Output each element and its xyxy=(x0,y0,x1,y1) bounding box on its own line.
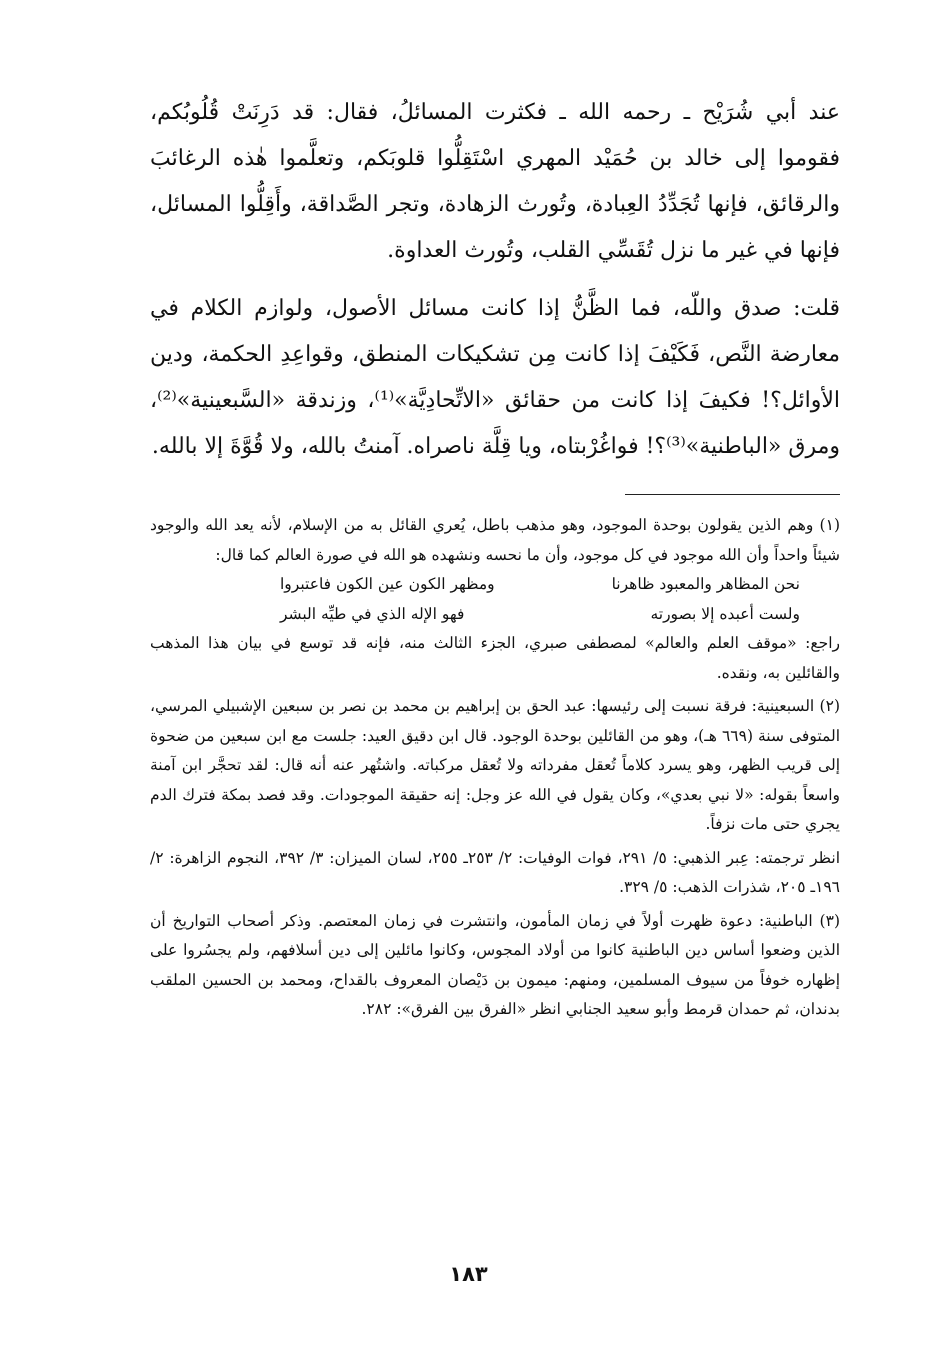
main-paragraph-2: قلت: صدق واللّه، فما الظَّنُّ إذا كانت مسائل الأصول، ولوازم الكلام في معارضة النَّص، فَكَيْفَ إذا كانت مِن تشكيكات المنطق، وقواعِدِ الحكمة، ودين الأوائل؟! فكيفَ إذا كانت من حقائق «الاتِّحادِيَّة»⁽¹⁾، وزندقة «السَّبعينية»⁽²⁾، ومرق «الباطنية»⁽³⁾؟! فواغُرْبتاه، ويا قِلَّة ناصراه. آمنتُ بالله، ولا قُوَّةَ إلا بالله. xyxy=(150,296,840,459)
page-content xyxy=(150,90,840,1025)
footnote-2: (٢) السبعينية: فرقة نسبت إلى رئيسها: عبد الحق بن إبراهيم بن محمد بن نصر بن سبعين الإشبيلي المرسي، المتوفى سنة (٦٦٩ هـ)، وهو من القائلين بوحدة الوجود. قال ابن دقيق العيد: جلست مع ابن سبعين من ضحوة إلى قريب الظهر، وهو يسرد كلاماً تُعقل مفرداته ولا تُعقل مركباته. واشتُهر عنه أنه قال: لقد تحجَّر ابن آمنة واسعاً بقوله: «لا نبي بعدي»، وكان يقول في الله عز وجل: إنه حقيقة الموجودات. وقد فصد بمكة فترك الدم يجري حتى مات نزفاً. xyxy=(150,697,840,833)
footnote-separator xyxy=(625,494,840,495)
poem-verse-first-half: ولست أعبده إلا بصورته xyxy=(650,604,800,623)
footnote-1-poem xyxy=(150,570,840,629)
main-paragraph-1: عند أبي شُرَيْح ـ رحمه الله ـ فكثرت المسائلُ، فقال: قد دَرِنَتْ قُلُوبُكم، فقوموا إلى خالد بن حُمَيْد المهري اسْتَقِلُّوا قلوبَكم، وتعلَّموا هٰذه الرغائبَ والرقائق، فإنها تُجَدِّدُ العِبادة، وتُورث الزهادة، وتجر الصَّداقة، وأَقِلُّوا المسائل، فإنها في غير ما نزل تُقَسِّي القلب، وتُورث العداوة. xyxy=(150,100,840,263)
footnote-3: (٣) الباطنية: دعوة ظهرت أولاً في زمان المأمون، وانتشرت في زمان المعتصم. وذكر أصحاب التواريخ أن الذين وضعوا أساس دين الباطنية كانوا من أولاد المجوس، وكانوا مائلين إلى دين أسلافهم، ولم يجسُروا على إظهاره خوفاً من سيوف المسلمين، ومنهم: ميمون بن دَيْصان المعروف بالقداح، ومحمد بن الحسين الملقب بدندان، ثم حمدان قرمط وأبو سعيد الجنابي انظر «الفرق بين الفرق»: ٢٨٢. xyxy=(150,911,840,1018)
poem-verse-first-half: نحن المظاهر والمعبود ظاهرنا xyxy=(611,575,800,593)
page-number: ١٨٣ xyxy=(449,1262,488,1286)
footnotes xyxy=(150,511,840,1025)
footnote-1-reference: راجع: «موقف العلم والعالم» لمصطفى صبري، الجزء الثالث منه، فإنه قد توسع في بيان هذا المذهب والقائلين به، ونقده. xyxy=(150,634,840,682)
poem-verse xyxy=(150,570,840,600)
poem-verse xyxy=(150,600,840,630)
footnote-1-intro: (١) وهم الذين يقولون بوحدة الموجود، وهو مذهب باطل، يُعري القائل به من الإسلام، لأنه يعد الله والوجود شيئاً واحداً وأن الله موجود في كل موجود، وأن ما نحسه ونشهده هو الله في صورة العالم كما قال: xyxy=(150,516,840,564)
footnote-2-reference: انظر ترجمته: عِبر الذهبي: ٥/ ٢٩١، فوات الوفيات: ٢/ ٢٥٣ـ ٢٥٥، لسان الميزان: ٣/ ٣٩٢، النجوم الزاهرة: ٢/ ١٩٦ـ ٢٠٥، شذرات الذهب: ٥/ ٣٢٩. xyxy=(150,848,841,896)
poem-verse-second-half: فهو الإله الذي في طيِّه البشر xyxy=(280,604,465,623)
poem-verse-second-half: ومظهر الكون عين الكون فاعتبروا xyxy=(280,575,495,593)
